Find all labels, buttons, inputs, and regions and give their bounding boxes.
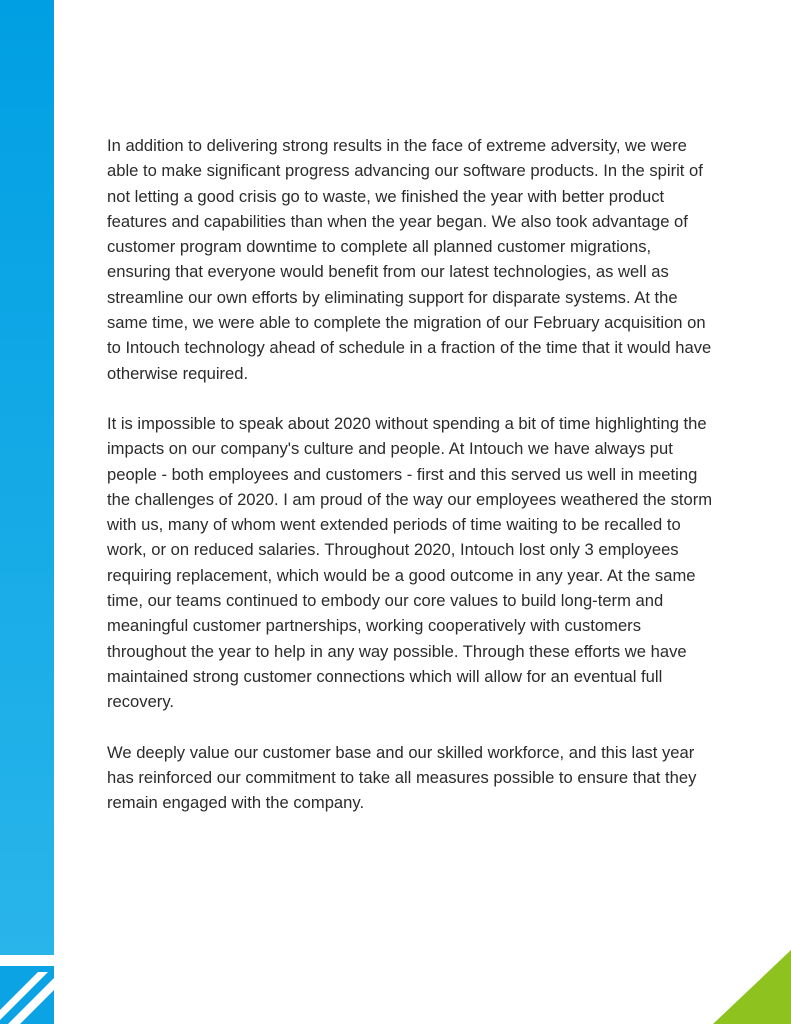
blue-sidebar-bar <box>0 0 54 955</box>
paragraph-3: We deeply value our customer base and our skilled workforce, and this last year has reinforced our commitment to take all measures possible to ensure that they remain engaged with the company. <box>107 742 697 813</box>
paragraph-1: In addition to delivering strong results in the face of extreme adversity, we were able to make significant progress advancing our software products. In the spirit of not letting a good crisis go to waste, we finished the year with better product features and capabilities than when the year began. We also took advantage of customer program downtime to complete all planned customer migrations, ensuring that everyone would benefit from our latest technologies, as well as streamline our own efforts by eliminating support for disparate systems. At the same time, we were able to complete the migration of our February acquisition on to Intouch technology ahead of schedule in a fraction of the time that it would have otherwise required. <box>107 136 712 383</box>
diagonal-stripes-logo-icon <box>0 966 54 1024</box>
green-triangle-icon <box>713 950 791 1024</box>
letter-body <box>107 133 717 840</box>
paragraph-2: It is impossible to speak about 2020 without spending a bit of time highlighting the impacts on our company's culture and people. At Intouch we have always put people - both employees and customers - first and this served us well in meeting the challenges of 2020. I am proud of the way our employees weathered the storm with us, many of whom went extended periods of time waiting to be recalled to work, or on reduced salaries. Throughout 2020, Intouch lost only 3 employees requiring replacement, which would be a good outcome in any year. At the same time, our teams continued to embody our core values to build long-term and meaningful customer partnerships, working cooperatively with customers throughout the year to help in any way possible. Through these efforts we have maintained strong customer connections which will allow for an eventual full recovery. <box>107 413 713 712</box>
